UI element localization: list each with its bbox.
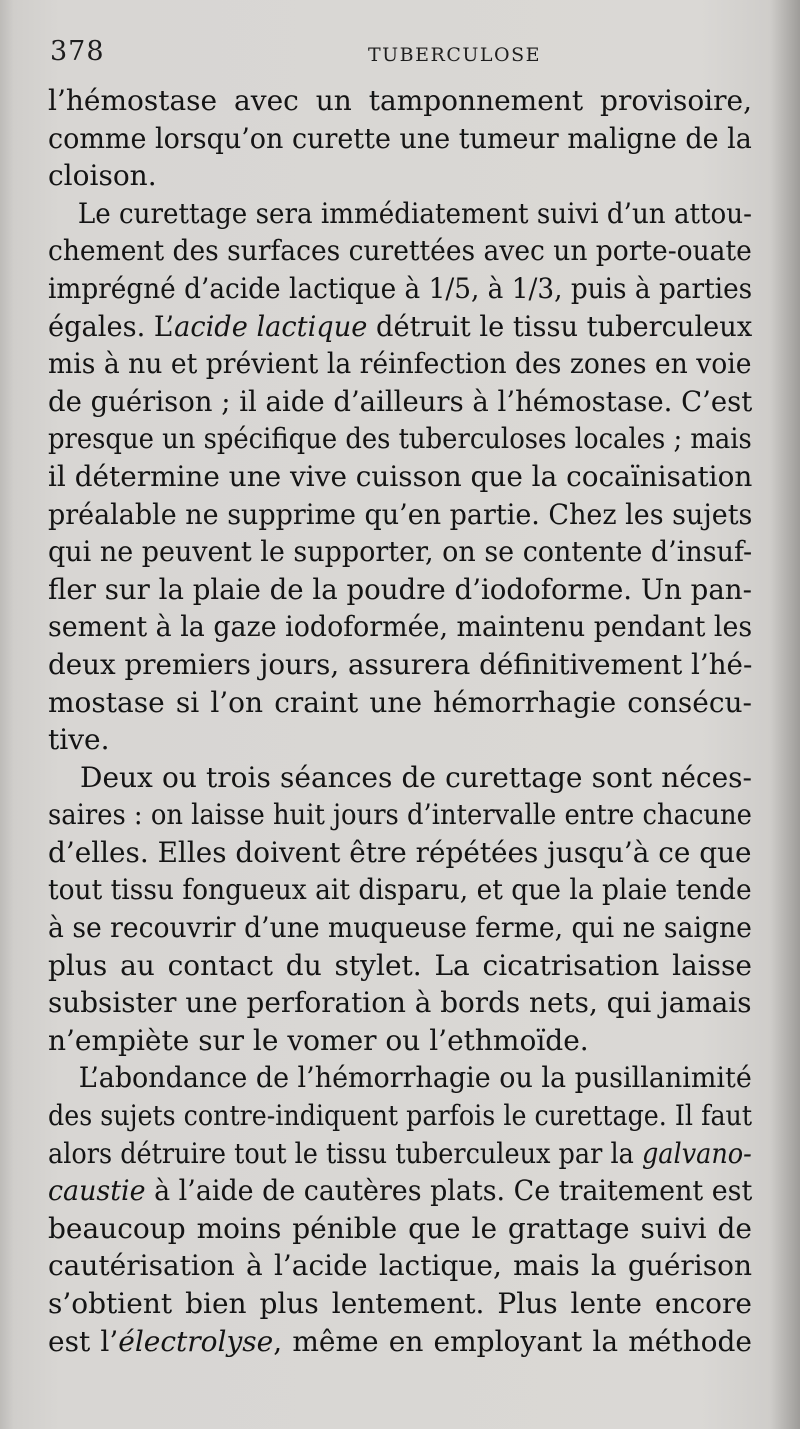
text-line: tout tissu fongueux ait disparu, et que la plaie tende xyxy=(48,873,752,907)
text-line: chement des surfaces curettées avec un porte-ouate xyxy=(48,234,752,268)
text-line: subsister une perforation à bords nets, qui jamais xyxy=(48,986,752,1020)
text-line: des sujets contre-indiquent parfois le curettage. Il faut xyxy=(48,1099,753,1133)
text-line: deux premiers jours, assurera définitivement l’hé- xyxy=(48,647,753,681)
text-line: est l’électrolyse, même en employant la méthode xyxy=(48,1324,753,1358)
text-line: il détermine une vive cuisson que la cocaïnisation xyxy=(48,459,753,493)
running-head: TUBERCULOSE xyxy=(368,44,541,66)
italic-term: galvano- xyxy=(641,1136,752,1170)
text-line: mostase si l’on craint une hémorrhagie consécu- xyxy=(48,685,752,719)
text-line: l’hémostase avec un tamponnement provisoire, xyxy=(48,84,752,117)
text-line: de guérison ; il aide d’ailleurs à l’hémostase. C’est xyxy=(48,384,753,418)
text-line: fler sur la plaie de la poudre d’iodoforme. Un pan- xyxy=(48,572,752,606)
italic-term: acide lactique xyxy=(174,309,368,343)
text-line: saires : on laisse huit jours d’intervalle entre chacune xyxy=(48,798,752,832)
page-header xyxy=(50,36,750,76)
text-line: beaucoup moins pénible que le grattage suivi de xyxy=(48,1211,752,1245)
italic-term: caustie xyxy=(48,1174,146,1208)
text-line: alors détruire tout le tissu tuberculeux par la galvano- xyxy=(48,1136,752,1170)
text-line: sement à la gaze iodoformée, maintenu pendant les xyxy=(48,610,753,644)
text-line: presque un spécifique des tuberculoses locales ; mais xyxy=(48,422,752,456)
italic-term: électrolyse xyxy=(118,1324,274,1358)
text-line: L’abondance de l’hémorrhagie ou la pusillanimité xyxy=(78,1061,752,1095)
text-line: Le curettage sera immédiatement suivi d’un attou- xyxy=(77,196,752,230)
body-text xyxy=(48,82,752,1360)
text-line: plus au contact du stylet. La cicatrisation laisse xyxy=(48,948,752,982)
text-line: égales. L’acide lactique détruit le tissu tuberculeux xyxy=(48,309,753,343)
text-line: à se recouvrir d’une muqueuse ferme, qui ne saigne xyxy=(48,911,752,945)
text-line: préalable ne supprime qu’en partie. Chez les sujets xyxy=(48,497,753,531)
text-line: imprégné d’acide lactique à 1/5, à 1/3, puis à parties xyxy=(48,271,753,305)
text-line: s’obtient bien plus lentement. Plus lente encore xyxy=(48,1287,752,1320)
text-line: n’empiète sur le vomer ou l’ethmoïde. xyxy=(48,1023,589,1057)
text-line: caustie à l’aide de cautères plats. Ce traitement est xyxy=(48,1174,753,1208)
text-line: cloison. xyxy=(48,159,157,193)
text-line: d’elles. Elles doivent être répétées jusqu’à ce que xyxy=(48,835,752,869)
text-line: cautérisation à l’acide lactique, mais la guérison xyxy=(48,1249,752,1283)
page-number: 378 xyxy=(50,36,105,67)
text-line: qui ne peuvent le supporter, on se contente d’insuf- xyxy=(48,535,753,569)
text-line: mis à nu et prévient la réinfection des zones en voie xyxy=(48,347,752,381)
text-line: tive. xyxy=(48,723,110,757)
text-line: Deux ou trois séances de curettage sont néces- xyxy=(80,760,752,794)
text-line: comme lorsqu’on curette une tumeur maligne de la xyxy=(48,121,752,155)
